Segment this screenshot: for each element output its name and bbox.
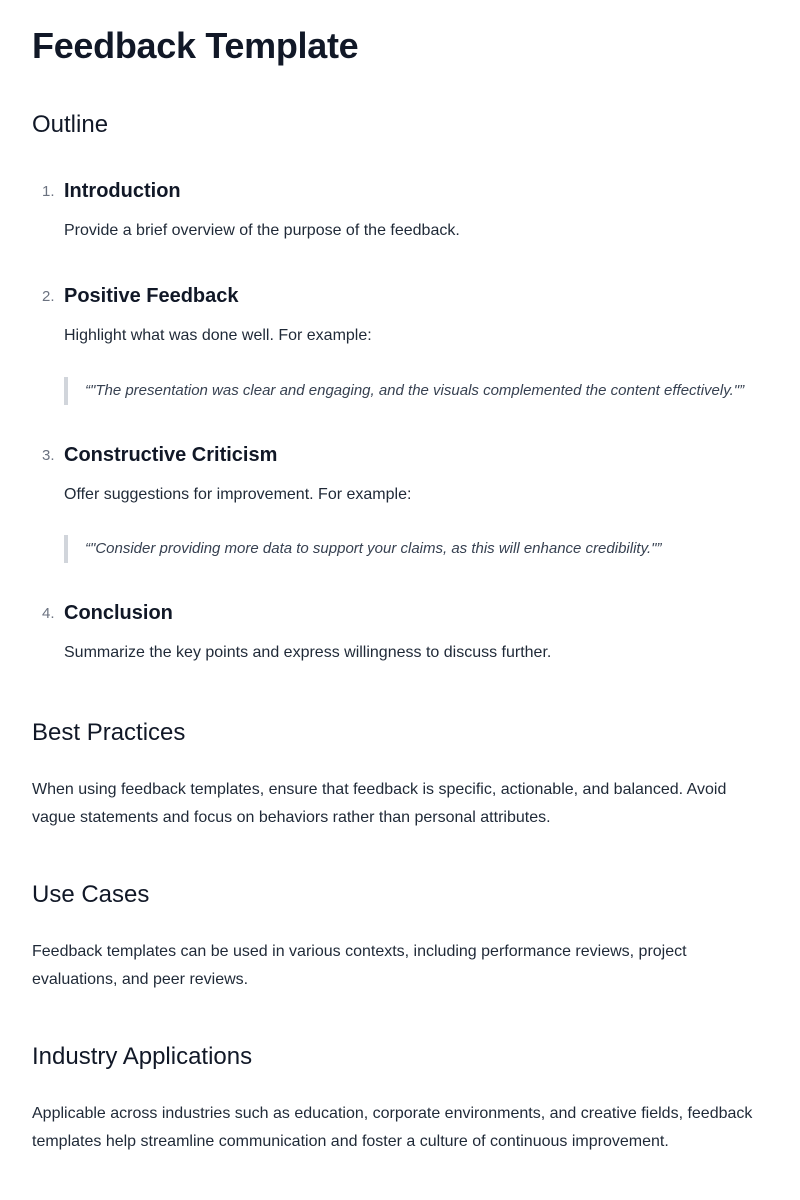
section-heading: Use Cases (32, 881, 150, 908)
outline-item-number: 1. (42, 183, 55, 200)
outline-item-description: Offer suggestions for improvement. For example: (64, 486, 412, 503)
outline-item-number: 3. (42, 447, 55, 464)
section-body: Feedback templates can be used in various contexts, including performance reviews, project evaluations, and peer reviews. (32, 943, 687, 988)
outline-item-number: 2. (42, 288, 55, 305)
example-quote: “"The presentation was clear and engaging, and the visuals complemented the content effectively."” (64, 377, 768, 405)
outline-item-introduction (32, 178, 768, 243)
industry-applications-section (32, 1042, 768, 1156)
outline-item-positive-feedback (32, 283, 768, 405)
section-body: When using feedback templates, ensure that feedback is specific, actionable, and balanced. Avoid vague statements and focus on behaviors rather than personal attributes. (32, 781, 727, 826)
outline-heading: Outline (32, 111, 109, 138)
outline-item-description: Provide a brief overview of the purpose of the feedback. (64, 222, 460, 239)
outline-item-description: Summarize the key points and express willingness to discuss further. (64, 644, 552, 661)
outline-item-conclusion (32, 600, 768, 665)
section-heading: Industry Applications (32, 1043, 253, 1070)
outline-item-title: Constructive Criticism (64, 444, 278, 466)
use-cases-section (32, 880, 768, 994)
best-practices-section (32, 718, 768, 832)
section-heading: Best Practices (32, 719, 186, 746)
outline-item-title: Introduction (64, 180, 181, 202)
outline-list (32, 178, 768, 665)
outline-item-constructive-criticism (32, 442, 768, 563)
outline-item-title: Positive Feedback (64, 285, 239, 307)
page-title: Feedback Template (32, 25, 359, 66)
section-body: Applicable across industries such as education, corporate environments, and creative fields, feedback templates help streamline communication and foster a culture of continuous improvement. (32, 1105, 753, 1150)
outline-item-description: Highlight what was done well. For example: (64, 327, 372, 344)
example-quote: “"Consider providing more data to support your claims, as this will enhance credibility."” (64, 535, 768, 563)
outline-item-number: 4. (42, 605, 55, 622)
outline-item-title: Conclusion (64, 602, 173, 624)
